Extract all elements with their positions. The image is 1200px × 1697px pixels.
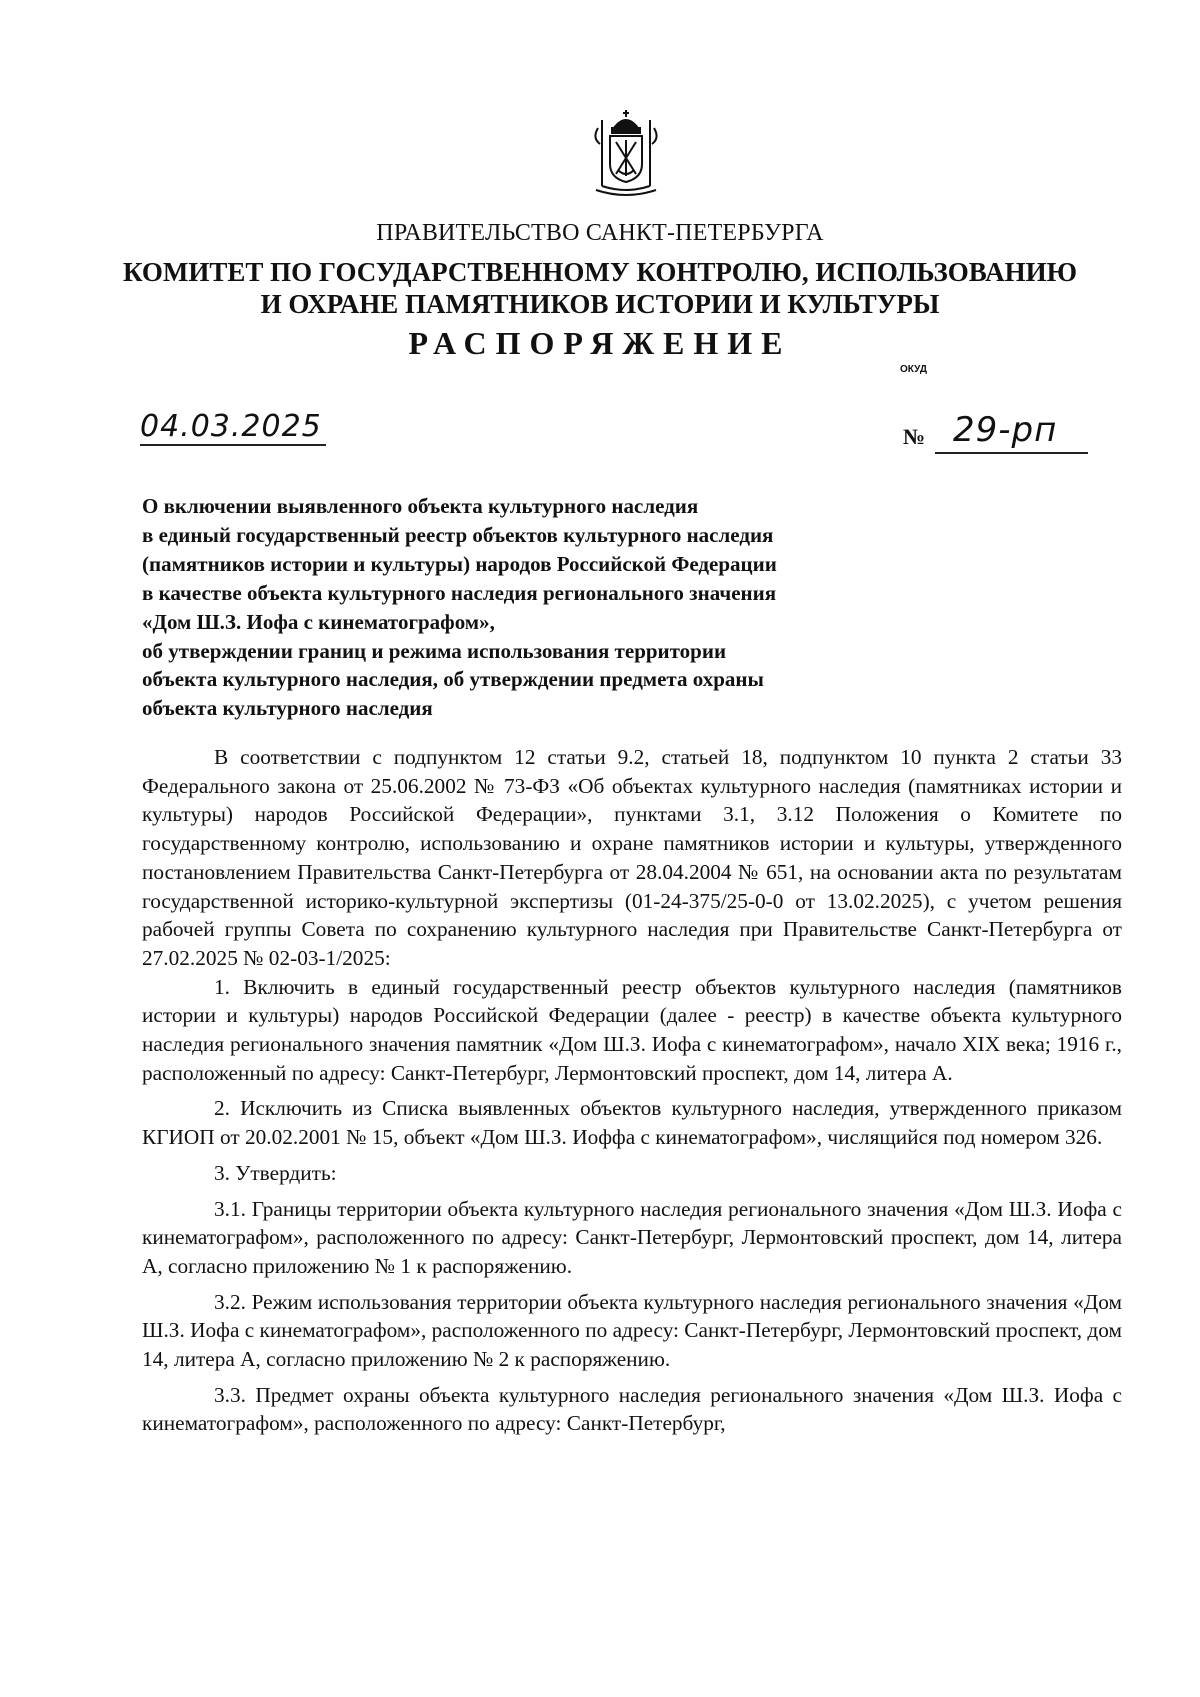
title-line: О включении выявленного объекта культурного наследия [142,494,699,518]
document-date: 04.03.2025 [140,412,326,446]
number-underline [935,452,1088,454]
number-sign: № [903,424,926,449]
document-body [142,743,1122,1438]
government-name: ПРАВИТЕЛЬСТВО САНКТ-ПЕТЕРБУРГА [376,220,824,246]
clause-paragraph: 2. Исключить из Списка выявленных объектов культурного наследия, утвержденного приказом КГИОП от 20.02.2001 № 15, объект «Дом Ш.З. Иоффа с кинематографом», числящийся под номером 326. [142,1096,1122,1150]
committee-name-line: КОМИТЕТ ПО ГОСУДАРСТВЕННОМУ КОНТРОЛЮ, ИСПОЛЬЗОВАНИЮ [123,257,1077,287]
okud-label: ОКУД [900,364,927,375]
clause-paragraph: 3.2. Режим использования территории объекта культурного наследия регионального значения «Дом Ш.З. Иофа с кинематографом», расположенного по адресу: Санкт-Петербург, Лермонтовский проспект, дом 14, литера А, согласно приложению № 2 к распоряжению. [142,1289,1122,1372]
clause-paragraph: 1. Включить в единый государственный реестр объектов культурного наследия (памятников истории и культуры) народов Российской Федерации (далее - реестр) в качестве объекта культурного наследия регионального значения памятник «Дом Ш.З. Иофа с кинематографом», начало XIX века; 1916 г., расположенный по адресу: Санкт-Петербург, Лермонтовский проспект, дом 14, литера А. [142,974,1122,1085]
title-line: об утверждении границ и режима использования территории [142,638,727,663]
title-line: объекта культурного наследия [142,696,433,721]
clause-paragraph: 3.1. Границы территории объекта культурного наследия регионального значения «Дом Ш.З. Иофа с кинематографом», расположенного по адресу: Санкт-Петербург, Лермонтовский проспект, дом 14, литера А, согласно приложению № 1 к распоряжению. [142,1196,1122,1278]
clause-paragraph: 3.3. Предмет охраны объекта культурного наследия регионального значения «Дом Ш.З. Иофа с кинематографом», расположенного по адресу: Санкт-Петербург, [142,1382,1122,1436]
committee-name-line: И ОХРАНЕ ПАМЯТНИКОВ ИСТОРИИ И КУЛЬТУРЫ [260,289,940,319]
st-petersburg-coat-of-arms-icon [588,108,664,200]
document-number-field [903,412,1088,456]
title-line: объекта культурного наследия, об утверждении предмета охраны [142,667,764,692]
preamble-paragraph: В соответствии с подпунктом 12 статьи 9.2, статьей 18, подпунктом 10 пункта 2 статьи 33 Федерального закона от 25.06.2002 № 73-ФЗ «Об объектах культурного наследия (памятниках истории и культуры) народов Российской Федерации», пунктами 3.1, 3.12 Положения о Комитете по государственному контролю, использованию и охране памятников истории и культуры, утвержденного постановлением Правительства Санкт-Петербурга от 28.04.2004 № 651, на основании акта по результатам государственной историко-культурной экспертизы (01-24-375/25-0-0 от 13.02.2025), с учетом решения рабочей группы Совета по сохранению культурного наследия при Правительстве Санкт-Петербурга от 27.02.2025 № 02-03-1/2025: [142,745,1122,970]
title-line: в единый государственный реестр объектов культурного наследия [142,522,774,547]
title-line: в качестве объекта культурного наследия регионального значения [142,580,777,605]
document-title [142,492,902,723]
title-line: (памятников истории и культуры) народов Российской Федерации [142,551,777,576]
committee-name [0,256,1200,320]
document-type: РАСПОРЯЖЕНИЕ [408,325,792,361]
title-line: «Дом Ш.З. Иофа с кинематографом», [142,609,495,634]
clause-paragraph: 3. Утвердить: [214,1160,337,1185]
document-number: 29-рп [953,410,1058,450]
